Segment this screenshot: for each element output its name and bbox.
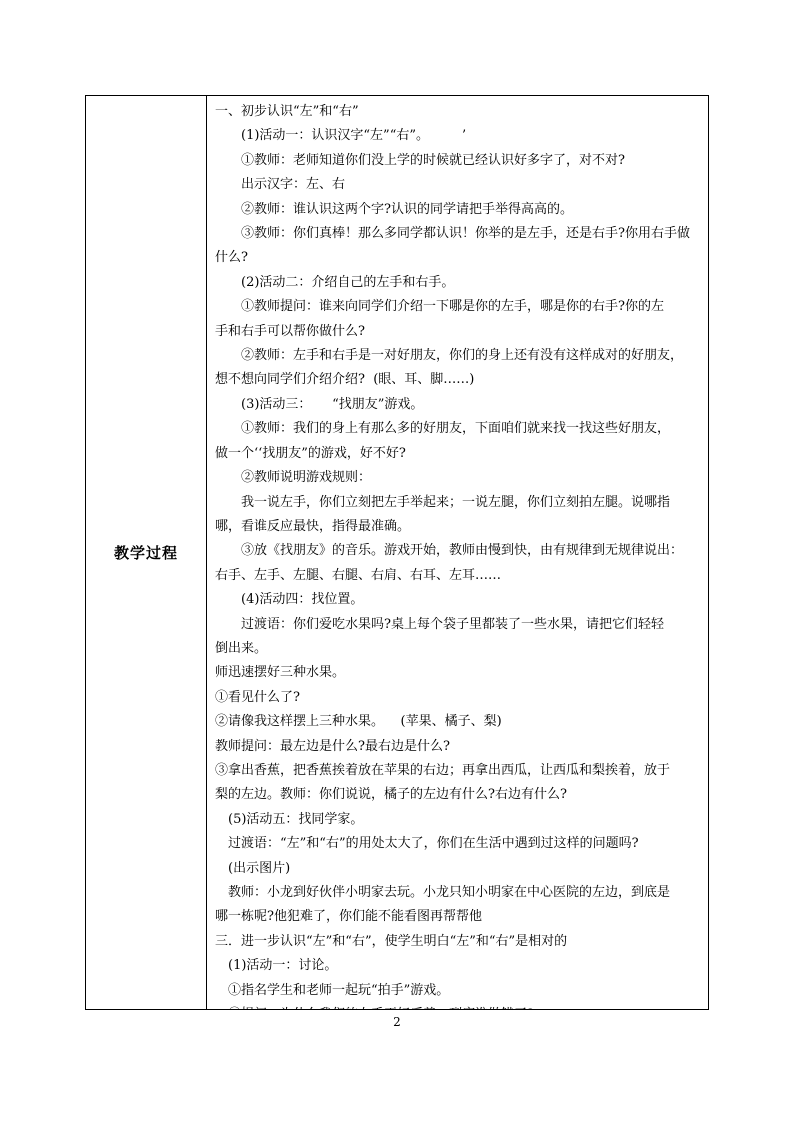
content-line — [215, 1003, 698, 1009]
content-line: ②教师：左手和右手是一对好朋友，你们的身上还有没有这样成对的好朋友， — [241, 348, 684, 364]
content-line: 一、初步认识“左”和“右” — [215, 104, 359, 119]
content-line: ①教师：老师知道你们没上学的时候就已经认识好多字了，对不对? — [241, 152, 625, 168]
content-line: 过渡语：“左”和“右”的用处太大了，你们在生活中遇到过这样的问题吗? — [228, 836, 639, 852]
page-number: 2 — [393, 1015, 401, 1029]
content-line: 教师提问：最左边是什么?最右边是什么? — [215, 738, 450, 754]
content-line: ①教师提问：谁来向同学们介绍一下哪是你的左手，哪是你的右手?你的左 — [241, 299, 664, 315]
lesson-table — [85, 95, 709, 1010]
content-line: 梨的左边。教师：你们说说，橘子的左边有什么?右边有什么? — [215, 787, 567, 803]
content-line: 我一说左手，你们立刻把左手举起来；一说左腿，你们立刻拍左腿。说哪指 — [241, 494, 671, 510]
content-line: ②请像我这样摆上三种水果。 (苹果、橘子、梨) — [215, 714, 502, 730]
content-line: ②教师：谁认识这两个字?认识的同学请把手举得高高的。 — [241, 201, 573, 217]
content-line: 过渡语：你们爱吃水果吗?桌上每个袋子里都装了一些水果，请把它们轻轻 — [241, 616, 664, 632]
content-line: 想不想向同学们介绍介绍? (眼、耳、脚……) — [215, 372, 475, 388]
content-line: ①指名学生和老师一起玩“拍手”游戏。 — [228, 982, 450, 998]
content-line: ②教师说明游戏规则： — [241, 470, 372, 486]
section-label: 教学过程 — [113, 544, 178, 562]
content-line: ③教师：你们真棒！那么多同学都认识！你举的是左手，还是右手?你用右手做 — [241, 226, 690, 242]
content-line: 倒出来。 — [215, 640, 268, 656]
content-line: 做一个‘‘找朋友”的游戏，好不好? — [215, 445, 406, 461]
content-line: (2)活动二：介绍自己的左手和右手。 — [241, 274, 455, 290]
content-line: 师迅速摆好三种水果。 — [215, 665, 346, 681]
content-line: 右手、左手、左腿、右腿、右肩、右耳、左耳…… — [215, 567, 502, 583]
content-line: 手和右手可以帮你做什么? — [215, 323, 365, 339]
content-line: ①看见什么了? — [215, 689, 300, 705]
lesson-content-cell — [207, 96, 708, 1009]
content-line: (3)活动三： “找朋友”游戏。 — [241, 396, 424, 412]
content-line: (4)活动四：找位置。 — [241, 592, 364, 608]
section-label-cell — [86, 96, 207, 1009]
content-line: 哪，看谁反应最快，指得最准确。 — [215, 518, 411, 534]
content-line: (出示图片) — [228, 860, 291, 876]
content-line: (1)活动一：讨论。 — [228, 958, 338, 974]
content-line: 教师：小龙到好伙伴小明家去玩。小龙只知小明家在中心医院的左边，到底是 — [228, 885, 671, 900]
content-line: 出示汉字：左、右 — [241, 177, 346, 193]
content-line: ①教师：我们的身上有那么多的好朋友，下面咱们就来找一找这些好朋友， — [241, 421, 671, 437]
content-line: ③放《找朋友》的音乐。游戏开始，教师由慢到快，由有规律到无规律说出： — [241, 543, 684, 559]
content-line: (1)活动一：认识汉字“左”“右”。 ’ — [241, 128, 467, 144]
content-line: (5)活动五：找同学家。 — [228, 811, 364, 827]
content-line: 什么? — [215, 250, 248, 266]
content-line: 哪一栋呢?他犯难了，你们能不能看图再帮帮他 — [215, 909, 482, 925]
content-line: 三．进一步认识“左”和“右”，使学生明白“左”和“右”是相对的 — [215, 933, 568, 949]
content-line: ③拿出香蕉，把香蕉挨着放在苹果的右边；再拿出西瓜，让西瓜和梨挨着，放于 — [215, 762, 671, 778]
